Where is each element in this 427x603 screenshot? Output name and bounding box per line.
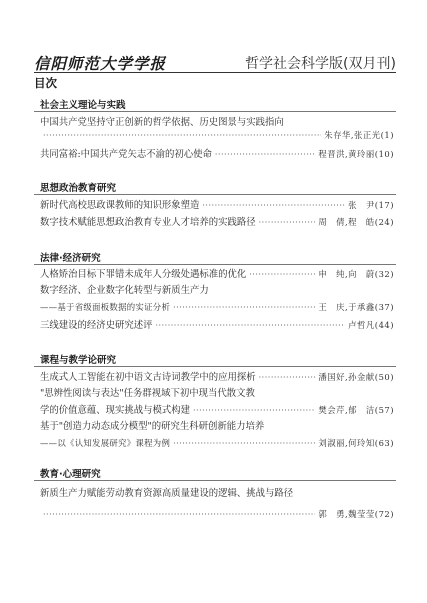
entry-title: 人格矫治目标下罪错未成年人分级处遇标准的优化 — [40, 269, 247, 280]
leader-dots — [215, 149, 315, 161]
section-title: 法律·经济研究 — [40, 253, 101, 264]
toc-entry[interactable] — [40, 117, 394, 141]
entry-authors-pages: 程晋洪,黄玲丽(10) — [318, 149, 394, 159]
toc-entry[interactable] — [40, 199, 394, 211]
leader-dots — [156, 320, 346, 332]
section-title: 教育·心理研究 — [40, 469, 101, 480]
entry-authors-pages: 刘淑丽,何玲知(63) — [318, 438, 394, 448]
entry-authors-pages: 申 纯,向 蔚(32) — [318, 269, 394, 279]
section-rule — [34, 366, 396, 367]
section-rule — [34, 264, 396, 265]
leader-dots — [259, 372, 316, 384]
toc-entry[interactable] — [40, 388, 394, 416]
toc-entry[interactable] — [40, 285, 394, 313]
leader-dots — [43, 130, 321, 142]
entry-subtitle: ——以《认知发展研究》课程为例 — [40, 438, 171, 448]
leader-dots — [173, 438, 315, 450]
leader-dots — [173, 302, 315, 314]
entry-title: 数字技术赋能思想政治教育专业人才培养的实践路径 — [40, 217, 256, 228]
entry-title: 共同富裕:中国共产党矢志不渝的初心使命 — [40, 149, 212, 160]
toc-entry[interactable] — [40, 148, 394, 160]
toc-label: 目次 — [34, 76, 57, 90]
entry-title: 基于"创造力动态成分模型"的研究生科研创新能力培养 — [40, 421, 265, 432]
entry-title: 新时代高校思政课教师的知识形象塑造 — [40, 200, 200, 211]
toc-entry[interactable] — [40, 319, 394, 331]
entry-authors-pages: 樊会芹,郁 洁(57) — [318, 405, 394, 415]
header-rule — [34, 72, 396, 73]
entry-authors-pages: 张 尹(17) — [348, 200, 394, 210]
entry-title-line2: 学的价值意蕴、现实挑战与模式构建 — [40, 405, 191, 416]
toc-entry[interactable] — [40, 371, 394, 383]
section-rule — [34, 194, 396, 195]
section-title: 课程与教学论研究 — [40, 355, 117, 366]
leader-dots — [202, 200, 345, 212]
entry-authors-pages: 潘国好,孙金献(50) — [318, 372, 394, 382]
entry-title: 中国共产党坚持守正创新的哲学依据、历史图景与实践指向 — [40, 117, 284, 128]
entry-title: "思辨性阅读与表达"任务群视域下初中现当代散文教 — [40, 388, 255, 399]
section-title: 社会主义理论与实践 — [40, 100, 126, 111]
leader-dots — [193, 405, 315, 417]
journal-name: 信阳师范大学学报 — [34, 54, 167, 73]
toc-entry[interactable] — [40, 268, 394, 280]
entry-authors-pages: 朱存华,张正光(1) — [324, 130, 394, 140]
toc-entry[interactable] — [40, 216, 394, 228]
entry-title: 三线建设的经济史研究述评 — [40, 320, 153, 331]
leader-dots — [43, 509, 315, 521]
journal-edition: 哲学社会科学版(双月刊) — [245, 56, 396, 72]
section-rule — [34, 111, 396, 112]
journal-header — [34, 52, 396, 78]
entry-title: 数字经济、企业数字化转型与新质生产力 — [40, 285, 209, 296]
leader-dots — [259, 217, 316, 229]
toc-entry[interactable] — [40, 488, 394, 520]
leader-dots — [249, 269, 315, 281]
entry-authors-pages: 卢哲凡(44) — [348, 320, 394, 330]
entry-title: 新质生产力赋能劳动教育资源高质量建设的逻辑、挑战与路径 — [40, 488, 294, 499]
entry-authors-pages: 周 倩,程 皓(24) — [318, 217, 394, 227]
section-title: 思想政治教育研究 — [40, 183, 117, 194]
toc-entry[interactable] — [40, 421, 394, 449]
section-rule — [34, 480, 396, 481]
entry-subtitle: ——基于省级面板数据的实证分析 — [40, 302, 171, 312]
entry-title: 生成式人工智能在初中语文古诗词教学中的应用探析 — [40, 372, 256, 383]
entry-authors-pages: 王 庆,于承鑫(37) — [318, 302, 394, 312]
entry-authors-pages: 郭 勇,魏莹莹(72) — [318, 509, 394, 519]
